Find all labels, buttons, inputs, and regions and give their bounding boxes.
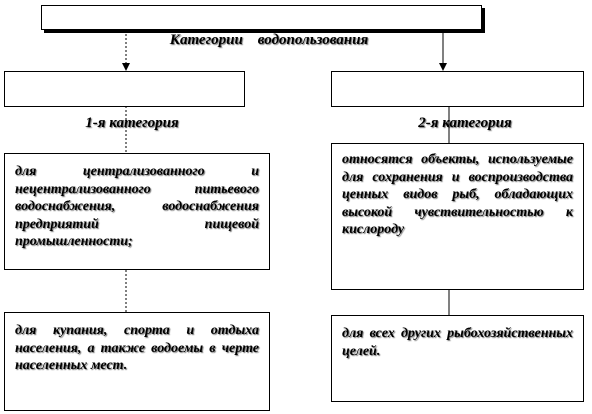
arrowhead-cat1 bbox=[122, 63, 130, 71]
category-2-item-1-text: относятся объекты, используемые для сохранения и воспроизводства ценных видов рыб, обладающих высокой чувствительностью к кислороду bbox=[342, 152, 573, 237]
category-1-label: 1-я категория bbox=[85, 115, 179, 131]
category-2-label: 2-я категория bbox=[418, 115, 512, 131]
root-node-label: Категории водопользования bbox=[169, 32, 369, 48]
category-2-item-2-text: для всех других рыбохозяйственных целей. bbox=[342, 326, 573, 359]
category-1-item-2-text: для купания, спорта и отдыха населения, а также водоемы в черте населенных мест. bbox=[15, 323, 259, 373]
category-2-item-2 bbox=[331, 315, 584, 402]
category-1-item-2 bbox=[4, 312, 270, 411]
root-node bbox=[41, 5, 482, 48]
arrowhead-cat2 bbox=[439, 63, 447, 71]
category-2-node bbox=[331, 71, 584, 131]
category-1-node bbox=[4, 71, 245, 131]
category-1-item-1-text: для централизованного и нецентрализованного питьевого водоснабжения, водоснабжения предприятий пищевой промышленности; bbox=[15, 164, 259, 249]
category-1-item-1 bbox=[4, 153, 270, 270]
category-2-item-1 bbox=[331, 143, 584, 290]
